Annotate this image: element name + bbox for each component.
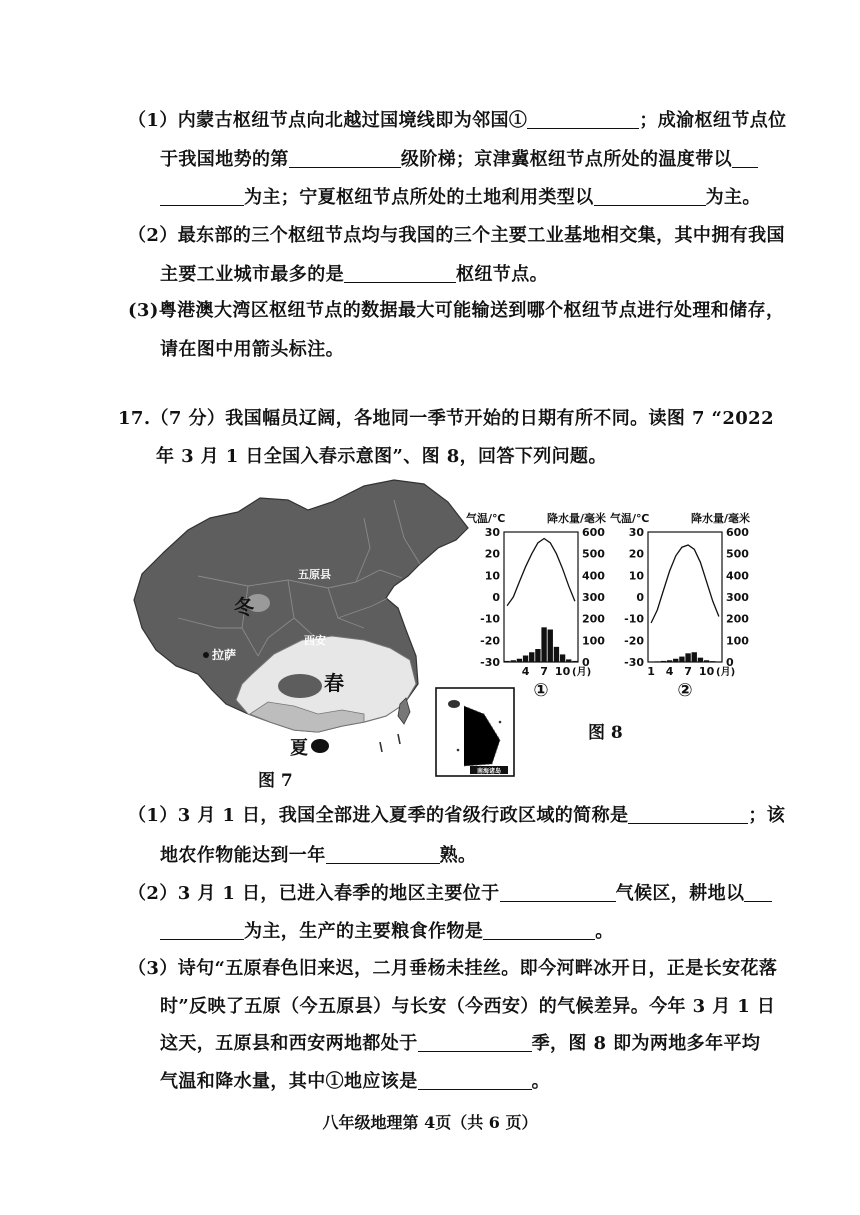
q17-part3-line1: （3）诗句“五原春色旧来迟，二月垂杨未挂丝。即今河畔冰开日，正是长安花落 [128,958,778,979]
month-tick-label: 1 [647,665,655,678]
precip-tick-label: 400 [582,569,605,583]
temp-tick-label: -10 [480,612,500,626]
answer-blank[interactable] [527,108,639,129]
month-tick-label: 4 [665,665,674,678]
answer-blank[interactable] [160,919,244,940]
answer-blank[interactable] [326,843,440,864]
temp-tick-label: 30 [484,526,500,539]
precip-bar [704,660,709,662]
month-tick-label: 4 [521,665,530,678]
precip-bar [679,657,684,662]
sichuan-basin-patch [278,674,322,698]
precip-tick-label: 600 [582,526,605,539]
temp-tick-label: -30 [624,656,644,669]
precip-bar [560,654,565,662]
q16-part3-line1: (3)粤港澳大湾区枢纽节点的数据最大可能输送到哪个枢纽节点进行处理和储存， [128,300,785,321]
precip-tick-label: 400 [726,569,749,583]
temp-tick-label: 20 [628,547,644,561]
inset-label: 南海诸岛 [476,768,502,775]
precip-tick-label: 600 [726,526,749,539]
chart-id-label: ② [677,680,693,701]
temp-tick-label: 0 [636,591,644,604]
precip-bar [661,661,666,662]
temp-tick-label: 10 [484,569,500,583]
month-unit-label: (月) [716,667,736,678]
temp-tick-label: 10 [628,569,644,583]
answer-blank[interactable] [500,881,616,902]
answer-blank[interactable] [744,881,772,902]
precip-tick-label: 100 [582,634,605,648]
q16-part3-line2: 请在图中用箭头标注。 [160,339,344,360]
q17-part3-line3: 这天，五原县和西安两地都处于 季，图 8 即为两地多年平均 [160,1033,761,1054]
xian-label: 西安 [304,634,326,647]
temperature-line [507,539,575,606]
temp-axis-title: 气温/℃ [466,512,506,525]
lasa-label: 拉萨 [212,648,237,662]
precip-axis-title: 降水量/毫米 [546,512,606,525]
precip-tick-label: 500 [582,547,605,561]
figure7-caption: 图 7 [258,771,293,791]
q17-part3-line2: 时”反映了五原（今五原县）与长安（今西安）的气候差异。今年 3 月 1 日 [160,996,776,1017]
precip-tick-label: 0 [582,656,590,669]
answer-blank[interactable] [483,919,595,940]
precip-bar [655,661,660,662]
precip-bar [667,660,672,662]
precip-bar [523,656,528,663]
hainan-island [311,739,329,753]
precip-bar [548,630,553,663]
precip-axis-title: 降水量/毫米 [690,512,750,525]
precip-bar [685,653,690,662]
answer-blank[interactable] [732,147,758,168]
china-spring-map [118,478,518,788]
q16-part2-line1: （2）最东部的三个枢纽节点均与我国的三个主要工业基地相交集，其中拥有我国 [128,225,785,246]
temp-tick-label: 30 [628,526,644,539]
q17-intro-line2: 年 3 月 1 日全国入春示意图”、图 8，回答下列问题。 [156,446,607,467]
precip-bar [710,661,715,662]
spring-label: 春 [324,671,344,695]
temp-tick-label: 0 [492,591,500,604]
temperature-line [651,545,719,623]
precip-tick-label: 0 [726,656,734,669]
climate-chart-1 [466,510,606,710]
q17-intro-line1: 17.（7 分）我国幅员辽阔，各地同一季节开始的日期有所不同。读图 7 “2022 [118,408,775,429]
month-unit-label: (月) [572,667,592,678]
answer-blank[interactable] [160,185,244,206]
month-tick-label: 7 [540,665,548,678]
answer-blank[interactable] [289,147,401,168]
precip-bar [529,652,534,662]
plot-frame [504,532,578,662]
temp-axis-title: 气温/℃ [610,512,650,525]
month-tick-label: 10 [698,665,715,678]
precip-bar [698,658,703,662]
q16-part1-line2: 于我国地势的第 级阶梯；京津冀枢纽节点所处的温度带以 [160,147,758,173]
q17-part1-line2: 地农作物能达到一年 熟。 [160,845,477,866]
wuyuan-label: 五原县 [298,568,331,581]
month-tick-label: 7 [684,665,692,678]
precip-bar [517,659,522,662]
precip-bar [692,652,697,662]
lasa-dot [203,652,209,658]
temp-tick-label: -10 [624,612,644,626]
temp-tick-label: -30 [480,656,500,669]
precip-bar [511,660,516,662]
precip-bar [541,627,546,662]
q16-part2-line2: 主要工业城市最多的是 枢纽节点。 [160,264,548,285]
precip-tick-label: 200 [582,612,605,626]
q16-part1-line1: （1）内蒙古枢纽节点向北越过国境线即为邻国① ；成渝枢纽节点位 [128,110,787,131]
answer-blank[interactable] [418,1031,532,1052]
q17-part3-line4: 气温和降水量，其中①地应该是 。 [160,1071,551,1092]
temp-tick-label: -20 [480,634,500,648]
summer-label: 夏 [290,738,308,759]
answer-blank[interactable] [628,803,748,824]
precip-tick-label: 100 [726,634,749,648]
chart-id-label: ① [533,680,549,701]
temp-tick-label: 20 [484,547,500,561]
climate-chart-2 [610,510,750,710]
precip-tick-label: 500 [726,547,749,561]
answer-blank[interactable] [418,1069,532,1090]
precip-bar [504,661,509,662]
q17-part2-line2: 为主，生产的主要粮食作物是 。 [160,919,614,945]
precip-tick-label: 300 [726,591,749,604]
winter-label: 冬 [234,595,254,619]
answer-blank[interactable] [344,262,456,283]
q16-part1-line3: 为主；宁夏枢纽节点所处的土地利用类型以 为主。 [160,185,761,211]
precip-bar [535,649,540,662]
q17-part2-line1: （2）3 月 1 日，已进入春季的地区主要位于 气候区，耕地以 [128,881,772,907]
month-tick-label: 10 [554,665,571,678]
temp-tick-label: -20 [624,634,644,648]
precip-bar [566,659,571,662]
precip-tick-label: 200 [726,612,749,626]
answer-blank[interactable] [594,185,706,206]
precip-bar [572,661,577,662]
precip-bar [554,647,559,662]
precip-bar [673,659,678,662]
q17-part1-line1: （1）3 月 1 日，我国全部进入夏季的省级行政区域的简称是 ；该 [128,805,786,826]
precip-tick-label: 300 [582,591,605,604]
page-footer: 八年级地理第 4页（共 6 页） [322,1113,538,1132]
figure8-caption: 图 8 [588,723,623,743]
